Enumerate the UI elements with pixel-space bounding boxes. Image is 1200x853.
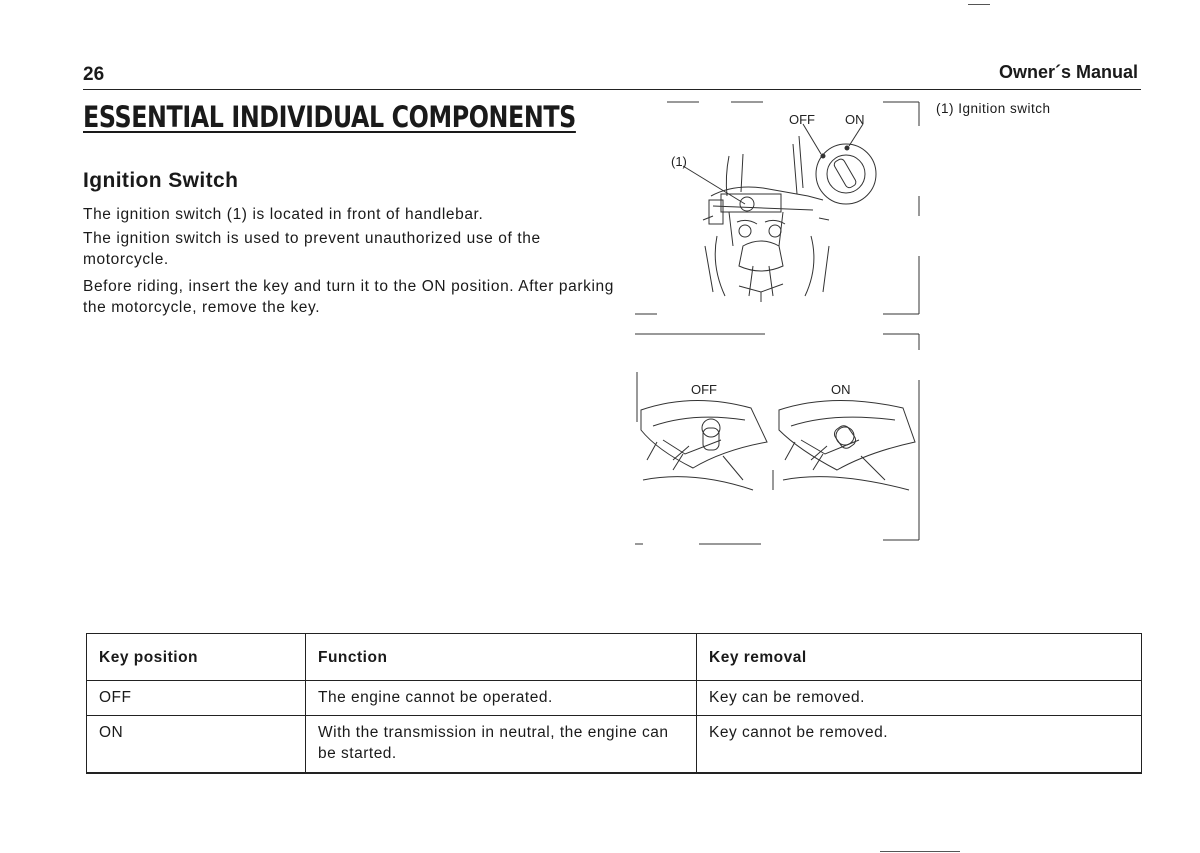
ignition-switch-location-figure [633, 96, 923, 321]
scan-mark [880, 851, 960, 852]
page-number: 26 [83, 64, 105, 85]
header-divider [83, 89, 1141, 90]
paragraph-purpose: The ignition switch is used to prevent unauthorized use of the motorcycle. [83, 230, 541, 268]
header-function: Function [306, 634, 697, 681]
top-on-label: ON [845, 112, 865, 127]
paragraph-usage: Before riding, insert the key and turn it to the ON position. After parking the motorcycle, remove the key. [83, 278, 614, 316]
table-row [87, 716, 1142, 774]
table-header-row [87, 634, 1142, 681]
cell-position: OFF [87, 681, 306, 716]
cell-position: ON [87, 716, 306, 774]
callout-1-label: (1) [671, 154, 687, 169]
bottom-off-label: OFF [691, 382, 717, 397]
bottom-on-label: ON [831, 382, 851, 397]
cell-function: The engine cannot be operated. [306, 681, 697, 716]
cell-removal: Key cannot be removed. [697, 716, 1142, 774]
paragraph-location: The ignition switch (1) is located in front of handlebar. [83, 206, 484, 223]
key-positions-figure [633, 330, 923, 555]
figure-caption: (1) Ignition switch [936, 101, 1051, 116]
header-key-removal: Key removal [697, 634, 1142, 681]
subsection-title: Ignition Switch [83, 169, 239, 192]
key-position-table [86, 633, 1142, 774]
cell-function: With the transmission in neutral, the engine can be started. [306, 716, 697, 774]
manual-title: Owner´s Manual [998, 62, 1138, 82]
top-off-label: OFF [789, 112, 815, 127]
cell-removal: Key can be removed. [697, 681, 1142, 716]
section-title: ESSENTIAL INDIVIDUAL COMPONENTS [83, 100, 576, 134]
header-key-position: Key position [87, 634, 306, 681]
table-row [87, 681, 1142, 716]
scan-mark [968, 4, 990, 5]
